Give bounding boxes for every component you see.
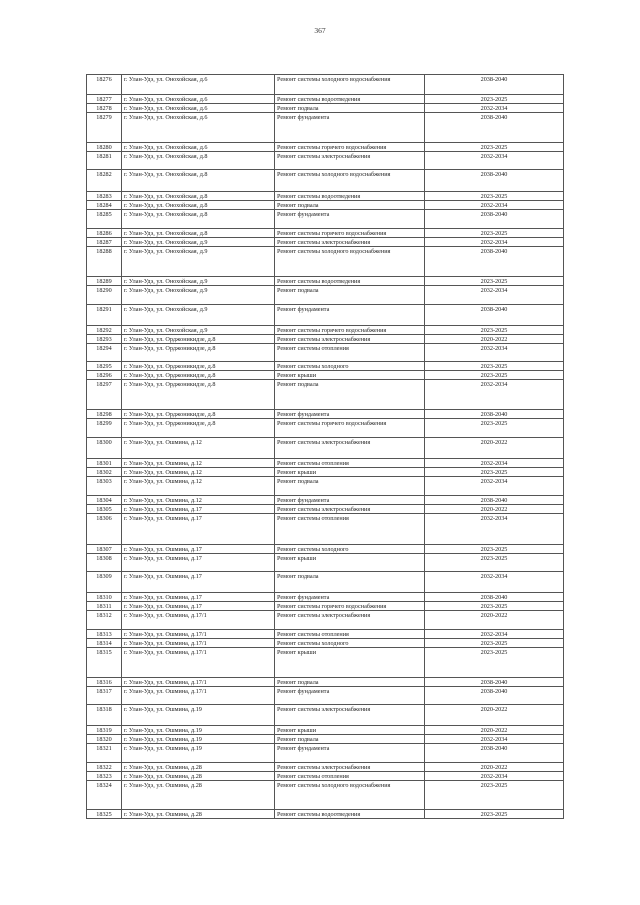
period-cell: 2032-2034 <box>425 380 564 410</box>
table-row <box>87 781 564 810</box>
table-row <box>87 104 564 113</box>
period-cell: 2020-2022 <box>425 438 564 459</box>
row-number-cell: 18308 <box>87 554 122 572</box>
row-number-cell: 18293 <box>87 335 122 344</box>
period-cell: 2023-2025 <box>425 143 564 152</box>
table-row <box>87 170 564 192</box>
row-number-cell: 18292 <box>87 326 122 335</box>
address-cell: г. Улан-Удэ, ул. Ошмина, д.12 <box>122 459 275 468</box>
period-cell: 2023-2025 <box>425 229 564 238</box>
work-type-cell: Ремонт системы электроснабжения <box>275 505 425 514</box>
table-row <box>87 192 564 201</box>
address-cell: г. Улан-Удэ, ул. Онохойская, д.8 <box>122 170 275 192</box>
address-cell: г. Улан-Удэ, ул. Ошмина, д.17 <box>122 572 275 593</box>
table-row <box>87 201 564 210</box>
address-cell: г. Улан-Удэ, ул. Ошмина, д.28 <box>122 781 275 810</box>
work-type-cell: Ремонт подвала <box>275 735 425 744</box>
row-number-cell: 18309 <box>87 572 122 593</box>
work-type-cell: Ремонт системы холодного водоснабжения <box>275 170 425 192</box>
address-cell: г. Улан-Удэ, ул. Онохойская, д.8 <box>122 229 275 238</box>
period-cell: 2032-2034 <box>425 104 564 113</box>
work-type-cell: Ремонт системы холодного <box>275 545 425 554</box>
row-number-cell: 18324 <box>87 781 122 810</box>
work-type-cell: Ремонт фундамента <box>275 496 425 505</box>
period-cell: 2023-2025 <box>425 781 564 810</box>
table-row <box>87 326 564 335</box>
row-number-cell: 18294 <box>87 344 122 362</box>
table-row <box>87 545 564 554</box>
address-cell: г. Улан-Удэ, ул. Орджоникидзе, д.8 <box>122 410 275 419</box>
table-row <box>87 514 564 545</box>
table-row <box>87 678 564 687</box>
period-cell: 2038-2040 <box>425 678 564 687</box>
work-type-cell: Ремонт подвала <box>275 572 425 593</box>
row-number-cell: 18313 <box>87 630 122 639</box>
row-number-cell: 18296 <box>87 371 122 380</box>
work-type-cell: Ремонт фундамента <box>275 593 425 602</box>
row-number-cell: 18307 <box>87 545 122 554</box>
work-type-cell: Ремонт системы водоотведения <box>275 95 425 104</box>
period-cell: 2038-2040 <box>425 247 564 277</box>
table-row <box>87 143 564 152</box>
repair-schedule-table <box>86 74 564 819</box>
row-number-cell: 18279 <box>87 113 122 143</box>
table-row <box>87 772 564 781</box>
period-cell: 2032-2034 <box>425 459 564 468</box>
address-cell: г. Улан-Удэ, ул. Онохойская, д.9 <box>122 247 275 277</box>
period-cell: 2032-2034 <box>425 152 564 170</box>
row-number-cell: 18298 <box>87 410 122 419</box>
table-row <box>87 247 564 277</box>
table-row <box>87 459 564 468</box>
work-type-cell: Ремонт системы электроснабжения <box>275 763 425 772</box>
period-cell: 2023-2025 <box>425 602 564 611</box>
row-number-cell: 18315 <box>87 648 122 678</box>
work-type-cell: Ремонт крыши <box>275 726 425 735</box>
work-type-cell: Ремонт системы отопления <box>275 344 425 362</box>
table-row <box>87 705 564 726</box>
work-type-cell: Ремонт системы водоотведения <box>275 192 425 201</box>
address-cell: г. Улан-Удэ, ул. Ошмина, д.17/1 <box>122 639 275 648</box>
address-cell: г. Улан-Удэ, ул. Онохойская, д.8 <box>122 152 275 170</box>
table-row <box>87 344 564 362</box>
table-row <box>87 648 564 678</box>
address-cell: г. Улан-Удэ, ул. Онохойская, д.6 <box>122 143 275 152</box>
row-number-cell: 18284 <box>87 201 122 210</box>
row-number-cell: 18287 <box>87 238 122 247</box>
address-cell: г. Улан-Удэ, ул. Орджоникидзе, д.8 <box>122 335 275 344</box>
work-type-cell: Ремонт системы горячего водоснабжения <box>275 143 425 152</box>
table-row <box>87 639 564 648</box>
row-number-cell: 18288 <box>87 247 122 277</box>
table-body <box>87 75 564 819</box>
period-cell: 2032-2034 <box>425 772 564 781</box>
address-cell: г. Улан-Удэ, ул. Ошмина, д.17 <box>122 593 275 602</box>
table-row <box>87 113 564 143</box>
address-cell: г. Улан-Удэ, ул. Ошмина, д.17/1 <box>122 611 275 630</box>
address-cell: г. Улан-Удэ, ул. Ошмина, д.19 <box>122 735 275 744</box>
row-number-cell: 18297 <box>87 380 122 410</box>
table-row <box>87 477 564 496</box>
row-number-cell: 18301 <box>87 459 122 468</box>
table-row <box>87 335 564 344</box>
work-type-cell: Ремонт системы водоотведения <box>275 810 425 819</box>
address-cell: г. Улан-Удэ, ул. Онохойская, д.8 <box>122 192 275 201</box>
period-cell: 2038-2040 <box>425 210 564 229</box>
row-number-cell: 18322 <box>87 763 122 772</box>
work-type-cell: Ремонт системы отопления <box>275 459 425 468</box>
address-cell: г. Улан-Удэ, ул. Онохойская, д.9 <box>122 286 275 305</box>
period-cell: 2023-2025 <box>425 371 564 380</box>
table-row <box>87 210 564 229</box>
table-row <box>87 602 564 611</box>
period-cell: 2023-2025 <box>425 545 564 554</box>
period-cell: 2023-2025 <box>425 419 564 438</box>
work-type-cell: Ремонт системы отопления <box>275 514 425 545</box>
work-type-cell: Ремонт подвала <box>275 201 425 210</box>
work-type-cell: Ремонт системы электроснабжения <box>275 152 425 170</box>
row-number-cell: 18291 <box>87 305 122 326</box>
work-type-cell: Ремонт фундамента <box>275 305 425 326</box>
address-cell: г. Улан-Удэ, ул. Онохойская, д.9 <box>122 277 275 286</box>
work-type-cell: Ремонт подвала <box>275 104 425 113</box>
row-number-cell: 18283 <box>87 192 122 201</box>
period-cell: 2032-2034 <box>425 514 564 545</box>
address-cell: г. Улан-Удэ, ул. Орджоникидзе, д.8 <box>122 419 275 438</box>
address-cell: г. Улан-Удэ, ул. Ошмина, д.28 <box>122 763 275 772</box>
period-cell: 2032-2034 <box>425 735 564 744</box>
table-row <box>87 380 564 410</box>
table-row <box>87 593 564 602</box>
work-type-cell: Ремонт крыши <box>275 468 425 477</box>
table-row <box>87 726 564 735</box>
row-number-cell: 18276 <box>87 75 122 95</box>
row-number-cell: 18311 <box>87 602 122 611</box>
address-cell: г. Улан-Удэ, ул. Ошмина, д.17/1 <box>122 648 275 678</box>
address-cell: г. Улан-Удэ, ул. Ошмина, д.17 <box>122 545 275 554</box>
period-cell: 2032-2034 <box>425 201 564 210</box>
work-type-cell: Ремонт фундамента <box>275 744 425 763</box>
period-cell: 2032-2034 <box>425 477 564 496</box>
address-cell: г. Улан-Удэ, ул. Орджоникидзе, д.8 <box>122 380 275 410</box>
table-row <box>87 744 564 763</box>
table-row <box>87 371 564 380</box>
work-type-cell: Ремонт подвала <box>275 678 425 687</box>
row-number-cell: 18318 <box>87 705 122 726</box>
table-row <box>87 505 564 514</box>
row-number-cell: 18306 <box>87 514 122 545</box>
row-number-cell: 18290 <box>87 286 122 305</box>
address-cell: г. Улан-Удэ, ул. Онохойская, д.8 <box>122 210 275 229</box>
address-cell: г. Улан-Удэ, ул. Ошмина, д.17/1 <box>122 687 275 705</box>
address-cell: г. Улан-Удэ, ул. Ошмина, д.17 <box>122 602 275 611</box>
period-cell: 2032-2034 <box>425 238 564 247</box>
table-row <box>87 152 564 170</box>
row-number-cell: 18314 <box>87 639 122 648</box>
table-row <box>87 572 564 593</box>
table-row <box>87 630 564 639</box>
row-number-cell: 18305 <box>87 505 122 514</box>
work-type-cell: Ремонт крыши <box>275 554 425 572</box>
period-cell: 2023-2025 <box>425 810 564 819</box>
address-cell: г. Улан-Удэ, ул. Ошмина, д.19 <box>122 705 275 726</box>
period-cell: 2038-2040 <box>425 687 564 705</box>
work-type-cell: Ремонт системы горячего водоснабжения <box>275 326 425 335</box>
period-cell: 2038-2040 <box>425 75 564 95</box>
address-cell: г. Улан-Удэ, ул. Онохойская, д.6 <box>122 75 275 95</box>
work-type-cell: Ремонт системы отопления <box>275 772 425 781</box>
work-type-cell: Ремонт системы водоотведения <box>275 277 425 286</box>
period-cell: 2032-2034 <box>425 572 564 593</box>
period-cell: 2023-2025 <box>425 468 564 477</box>
work-type-cell: Ремонт системы горячего водоснабжения <box>275 229 425 238</box>
address-cell: г. Улан-Удэ, ул. Ошмина, д.17 <box>122 505 275 514</box>
work-type-cell: Ремонт системы электроснабжения <box>275 705 425 726</box>
address-cell: г. Улан-Удэ, ул. Ошмина, д.12 <box>122 468 275 477</box>
period-cell: 2023-2025 <box>425 648 564 678</box>
period-cell: 2023-2025 <box>425 639 564 648</box>
address-cell: г. Улан-Удэ, ул. Ошмина, д.28 <box>122 772 275 781</box>
period-cell: 2020-2022 <box>425 763 564 772</box>
table-row <box>87 75 564 95</box>
work-type-cell: Ремонт системы холодного <box>275 362 425 371</box>
table-row <box>87 735 564 744</box>
table-row <box>87 410 564 419</box>
period-cell: 2023-2025 <box>425 95 564 104</box>
row-number-cell: 18312 <box>87 611 122 630</box>
work-type-cell: Ремонт крыши <box>275 648 425 678</box>
address-cell: г. Улан-Удэ, ул. Ошмина, д.19 <box>122 744 275 763</box>
address-cell: г. Улан-Удэ, ул. Ошмина, д.19 <box>122 726 275 735</box>
row-number-cell: 18281 <box>87 152 122 170</box>
table-row <box>87 362 564 371</box>
address-cell: г. Улан-Удэ, ул. Ошмина, д.17/1 <box>122 678 275 687</box>
work-type-cell: Ремонт фундамента <box>275 210 425 229</box>
period-cell: 2020-2022 <box>425 705 564 726</box>
row-number-cell: 18295 <box>87 362 122 371</box>
period-cell: 2023-2025 <box>425 554 564 572</box>
period-cell: 2032-2034 <box>425 344 564 362</box>
work-type-cell: Ремонт системы горячего водоснабжения <box>275 602 425 611</box>
address-cell: г. Улан-Удэ, ул. Ошмина, д.17 <box>122 514 275 545</box>
row-number-cell: 18320 <box>87 735 122 744</box>
period-cell: 2038-2040 <box>425 496 564 505</box>
table-row <box>87 95 564 104</box>
page-number: 367 <box>314 26 326 35</box>
work-type-cell: Ремонт системы холодного водоснабжения <box>275 247 425 277</box>
row-number-cell: 18323 <box>87 772 122 781</box>
period-cell: 2023-2025 <box>425 326 564 335</box>
row-number-cell: 18304 <box>87 496 122 505</box>
period-cell: 2020-2022 <box>425 726 564 735</box>
work-type-cell: Ремонт системы холодного <box>275 639 425 648</box>
row-number-cell: 18277 <box>87 95 122 104</box>
work-type-cell: Ремонт крыши <box>275 371 425 380</box>
address-cell: г. Улан-Удэ, ул. Ошмина, д.17/1 <box>122 630 275 639</box>
table-row <box>87 286 564 305</box>
address-cell: г. Улан-Удэ, ул. Онохойская, д.6 <box>122 113 275 143</box>
row-number-cell: 18280 <box>87 143 122 152</box>
address-cell: г. Улан-Удэ, ул. Онохойская, д.9 <box>122 238 275 247</box>
period-cell: 2020-2022 <box>425 505 564 514</box>
address-cell: г. Улан-Удэ, ул. Орджоникидзе, д.8 <box>122 344 275 362</box>
table-row <box>87 763 564 772</box>
table-row <box>87 611 564 630</box>
work-type-cell: Ремонт фундамента <box>275 410 425 419</box>
period-cell: 2038-2040 <box>425 593 564 602</box>
table-row <box>87 277 564 286</box>
address-cell: г. Улан-Удэ, ул. Орджоникидзе, д.8 <box>122 371 275 380</box>
row-number-cell: 18316 <box>87 678 122 687</box>
row-number-cell: 18319 <box>87 726 122 735</box>
period-cell: 2032-2034 <box>425 630 564 639</box>
table-row <box>87 554 564 572</box>
address-cell: г. Улан-Удэ, ул. Ошмина, д.12 <box>122 477 275 496</box>
address-cell: г. Улан-Удэ, ул. Орджоникидзе, д.8 <box>122 362 275 371</box>
table-row <box>87 238 564 247</box>
work-type-cell: Ремонт системы отопления <box>275 630 425 639</box>
work-type-cell: Ремонт системы электроснабжения <box>275 611 425 630</box>
table-row <box>87 810 564 819</box>
address-cell: г. Улан-Удэ, ул. Онохойская, д.9 <box>122 305 275 326</box>
address-cell: г. Улан-Удэ, ул. Ошмина, д.28 <box>122 810 275 819</box>
row-number-cell: 18286 <box>87 229 122 238</box>
period-cell: 2023-2025 <box>425 362 564 371</box>
row-number-cell: 18303 <box>87 477 122 496</box>
address-cell: г. Улан-Удэ, ул. Онохойская, д.8 <box>122 201 275 210</box>
period-cell: 2038-2040 <box>425 305 564 326</box>
table-row <box>87 419 564 438</box>
period-cell: 2032-2034 <box>425 286 564 305</box>
work-type-cell: Ремонт подвала <box>275 477 425 496</box>
period-cell: 2038-2040 <box>425 170 564 192</box>
table-row <box>87 468 564 477</box>
row-number-cell: 18300 <box>87 438 122 459</box>
table-row <box>87 305 564 326</box>
row-number-cell: 18302 <box>87 468 122 477</box>
period-cell: 2020-2022 <box>425 335 564 344</box>
work-type-cell: Ремонт подвала <box>275 286 425 305</box>
row-number-cell: 18282 <box>87 170 122 192</box>
row-number-cell: 18289 <box>87 277 122 286</box>
address-cell: г. Улан-Удэ, ул. Ошмина, д.17 <box>122 554 275 572</box>
row-number-cell: 18325 <box>87 810 122 819</box>
address-cell: г. Улан-Удэ, ул. Онохойская, д.6 <box>122 104 275 113</box>
work-type-cell: Ремонт фундамента <box>275 113 425 143</box>
row-number-cell: 18299 <box>87 419 122 438</box>
work-type-cell: Ремонт системы холодного водоснабжения <box>275 75 425 95</box>
work-type-cell: Ремонт системы электроснабжения <box>275 335 425 344</box>
address-cell: г. Улан-Удэ, ул. Онохойская, д.6 <box>122 95 275 104</box>
table-row <box>87 496 564 505</box>
row-number-cell: 18321 <box>87 744 122 763</box>
period-cell: 2023-2025 <box>425 192 564 201</box>
work-type-cell: Ремонт системы электроснабжения <box>275 438 425 459</box>
row-number-cell: 18278 <box>87 104 122 113</box>
table-row <box>87 687 564 705</box>
table-row <box>87 438 564 459</box>
period-cell: 2023-2025 <box>425 277 564 286</box>
table-row <box>87 229 564 238</box>
row-number-cell: 18317 <box>87 687 122 705</box>
address-cell: г. Улан-Удэ, ул. Ошмина, д.12 <box>122 496 275 505</box>
work-type-cell: Ремонт системы холодного водоснабжения <box>275 781 425 810</box>
work-type-cell: Ремонт системы электроснабжения <box>275 238 425 247</box>
work-type-cell: Ремонт подвала <box>275 380 425 410</box>
row-number-cell: 18285 <box>87 210 122 229</box>
period-cell: 2038-2040 <box>425 744 564 763</box>
period-cell: 2038-2040 <box>425 113 564 143</box>
period-cell: 2020-2022 <box>425 611 564 630</box>
work-type-cell: Ремонт фундамента <box>275 687 425 705</box>
row-number-cell: 18310 <box>87 593 122 602</box>
address-cell: г. Улан-Удэ, ул. Онохойская, д.9 <box>122 326 275 335</box>
address-cell: г. Улан-Удэ, ул. Ошмина, д.12 <box>122 438 275 459</box>
work-type-cell: Ремонт системы горячего водоснабжения <box>275 419 425 438</box>
period-cell: 2038-2040 <box>425 410 564 419</box>
